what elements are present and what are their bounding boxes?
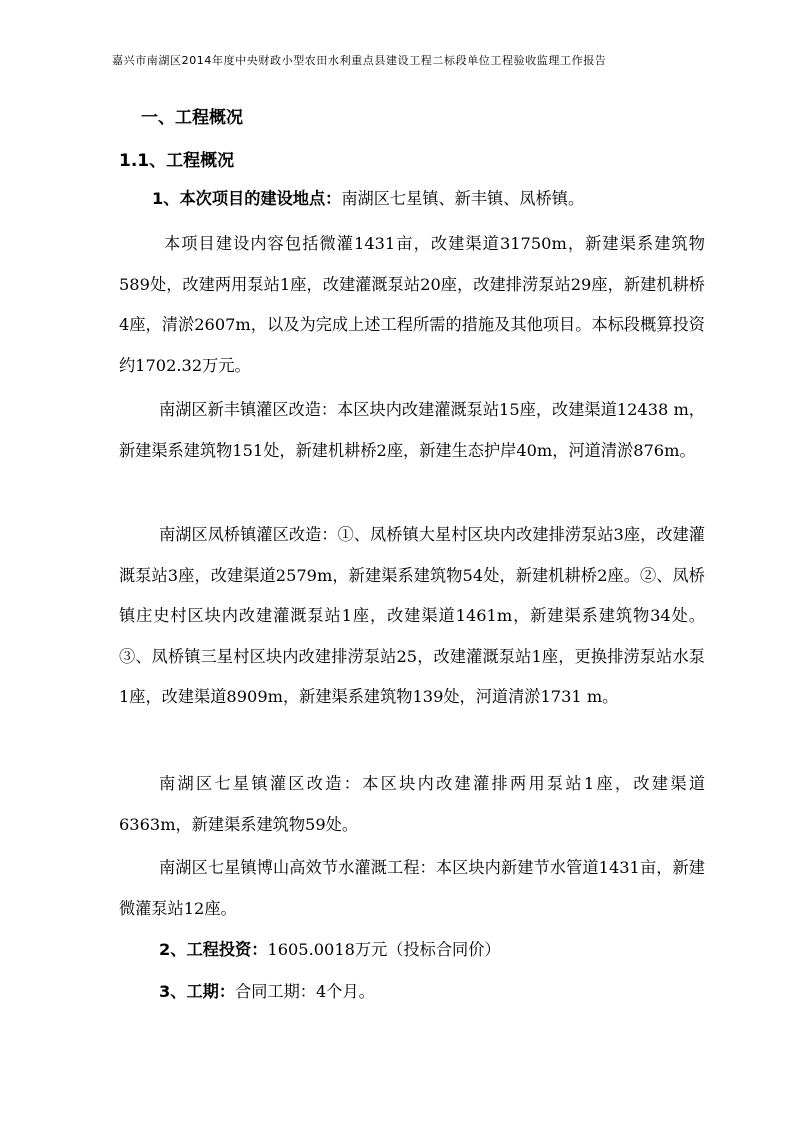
xinfeng-paragraph: 南湖区新丰镇灌区改造：本区块内改建灌溉泵站15座，改建渠道12438 m，新建渠系建筑物151处，新建机耕桥2座，新建生态护岸40m，河道清淤876m。	[119, 400, 705, 460]
investment-item	[119, 930, 705, 971]
period-text: 合同工期：4个月。	[235, 982, 375, 1001]
boshan-paragraph: 南湖区七星镇博山高效节水灌溉工程：本区块内新建节水管道1431亩，新建微灌泵站12座。	[119, 858, 705, 918]
section-heading: 一、工程概况	[141, 108, 243, 128]
scope-paragraph: 本项目建设内容包括微灌1431亩，改建渠道31750m，新建渠系建筑物589处，改建两用泵站1座，改建灌溉泵站20座，改建排涝泵站29座，新建机耕桥4座，清淤2607m，以及为完成上述工程所需的措施及其他项目。本标段概算投资约1702.32万元。	[119, 234, 705, 375]
period-item	[119, 972, 705, 1013]
fengqiao-paragraph: 南湖区凤桥镇灌区改造：①、凤桥镇大星村区块内改建排涝泵站3座，改建灌溉泵站3座，改建渠道2579m，新建渠系建筑物54处，新建机耕桥2座。②、凤桥镇庄史村区块内改建灌溉泵站1座，改建渠道1461m，新建渠系建筑物34处。③、凤桥镇三星村区块内改建排涝泵站25，改建灌溉泵站1座，更换排涝泵站水泵1座，改建渠道8909m，新建渠系建筑物139处，河道清淤1731 m。	[119, 525, 705, 706]
investment-text: 1605.0018万元（投标合同价）	[267, 940, 501, 959]
subsection-heading: 1.1、工程概况	[119, 151, 235, 171]
report-header: 嘉兴市南湖区2014年度中央财政小型农田水利重点县建设工程二标段单位工程验收监理工作报告	[112, 54, 607, 67]
period-lead: 3、工期：	[159, 982, 236, 1001]
location-lead: 1、本次项目的建设地点：	[152, 189, 342, 208]
location-text: 南湖区七星镇、新丰镇、凤桥镇。	[341, 189, 585, 208]
qixing-paragraph: 南湖区七星镇灌区改造：本区块内改建灌排两用泵站1座，改建渠道6363m，新建渠系建筑物59处。	[119, 774, 705, 834]
investment-lead: 2、工程投资：	[159, 940, 268, 959]
location-item	[119, 179, 705, 220]
